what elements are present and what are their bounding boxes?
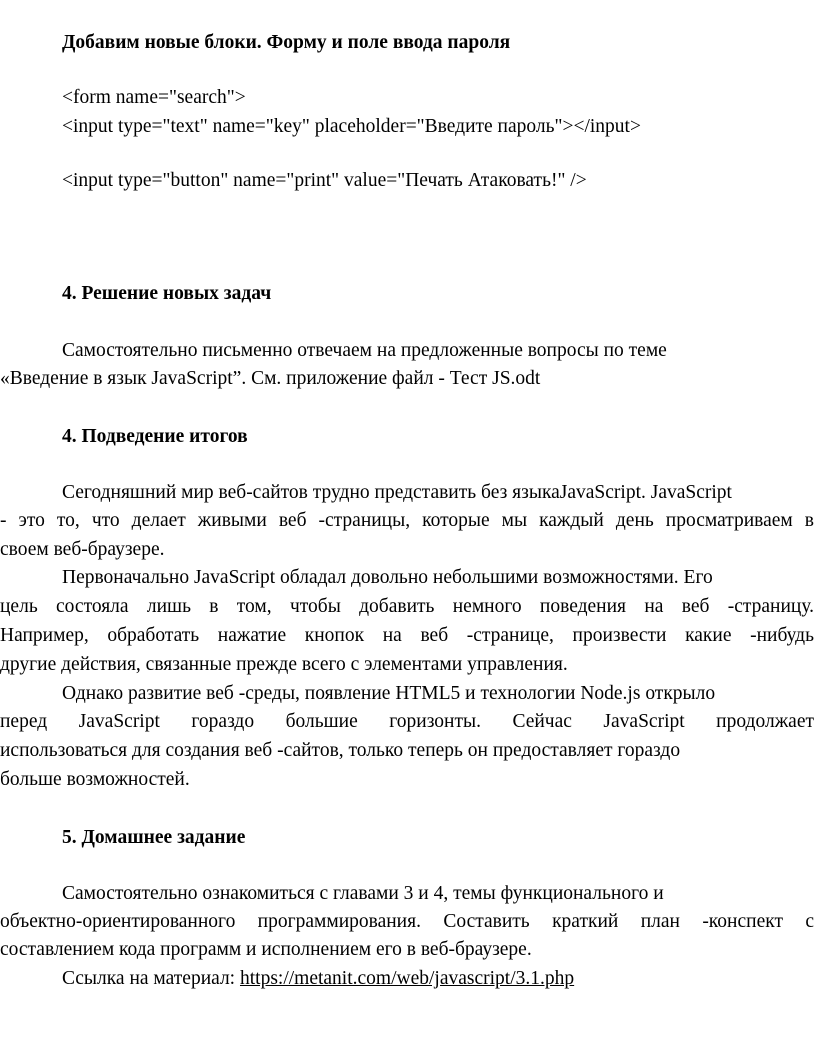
paragraph-line: Самостоятельно письменно отвечаем на предложенные вопросы по теме xyxy=(62,340,667,361)
paragraph-line: объектно-ориентированного программирования. Составить краткий план -конспект с xyxy=(0,911,814,932)
code-line-input-button: <input type="button" name="print" value="Печать Атаковать!" /> xyxy=(62,170,587,191)
paragraph-line: больше возможностей. xyxy=(0,769,190,790)
code-line-form: <form name="search"> xyxy=(62,87,246,108)
paragraph-line: другие действия, связанные прежде всего с элементами управления. xyxy=(0,654,568,675)
paragraph-line: своем веб-браузере. xyxy=(0,539,165,560)
paragraph-line: цель состояла лишь в том, чтобы добавить немного поведения на веб -страницу. xyxy=(0,596,814,617)
section-heading-new-tasks: 4. Решение новых задач xyxy=(62,283,272,304)
paragraph-line: перед JavaScript гораздо большие горизонты. Сейчас JavaScript продолжает xyxy=(0,711,814,732)
paragraph-line: Самостоятельно ознакомиться с главами 3 и 4, темы функционального и xyxy=(62,883,664,904)
section-heading-homework: 5. Домашнее задание xyxy=(62,827,246,848)
section-heading-summary: 4. Подведение итогов xyxy=(62,426,248,447)
link-prefix-label: Ссылка на материал: xyxy=(62,968,240,989)
section-heading-new-blocks: Добавим новые блоки. Форму и поле ввода пароля xyxy=(62,32,511,53)
paragraph-line: Сегодняшний мир веб-сайтов трудно представить без языкаJavaScript. JavaScript xyxy=(62,482,732,503)
paragraph-line: Например, обработать нажатие кнопок на веб -странице, произвести какие -нибудь xyxy=(0,625,814,646)
paragraph-line: Первоначально JavaScript обладал довольно небольшими возможностями. Его xyxy=(62,567,713,588)
paragraph-line: Однако развитие веб -среды, появление HTML5 и технологии Node.js открыло xyxy=(62,683,716,704)
code-line-input-text: <input type="text" name="key" placeholder="Введите пароль"></input> xyxy=(62,116,641,137)
material-link[interactable]: https://metanit.com/web/javascript/3.1.php xyxy=(239,968,575,989)
paragraph-line: - это то, что делает живыми веб -страницы, которые мы каждый день просматриваем в xyxy=(0,510,814,531)
paragraph-line: использоваться для создания веб -сайтов, только теперь он предоставляет гораздо xyxy=(0,740,681,761)
paragraph-line: составлением кода программ и исполнением его в веб-браузере. xyxy=(0,939,532,960)
paragraph-line: «Введение в язык JavaScript”. См. приложение файл - Тест JS.odt xyxy=(0,368,541,389)
link-line xyxy=(62,969,574,989)
